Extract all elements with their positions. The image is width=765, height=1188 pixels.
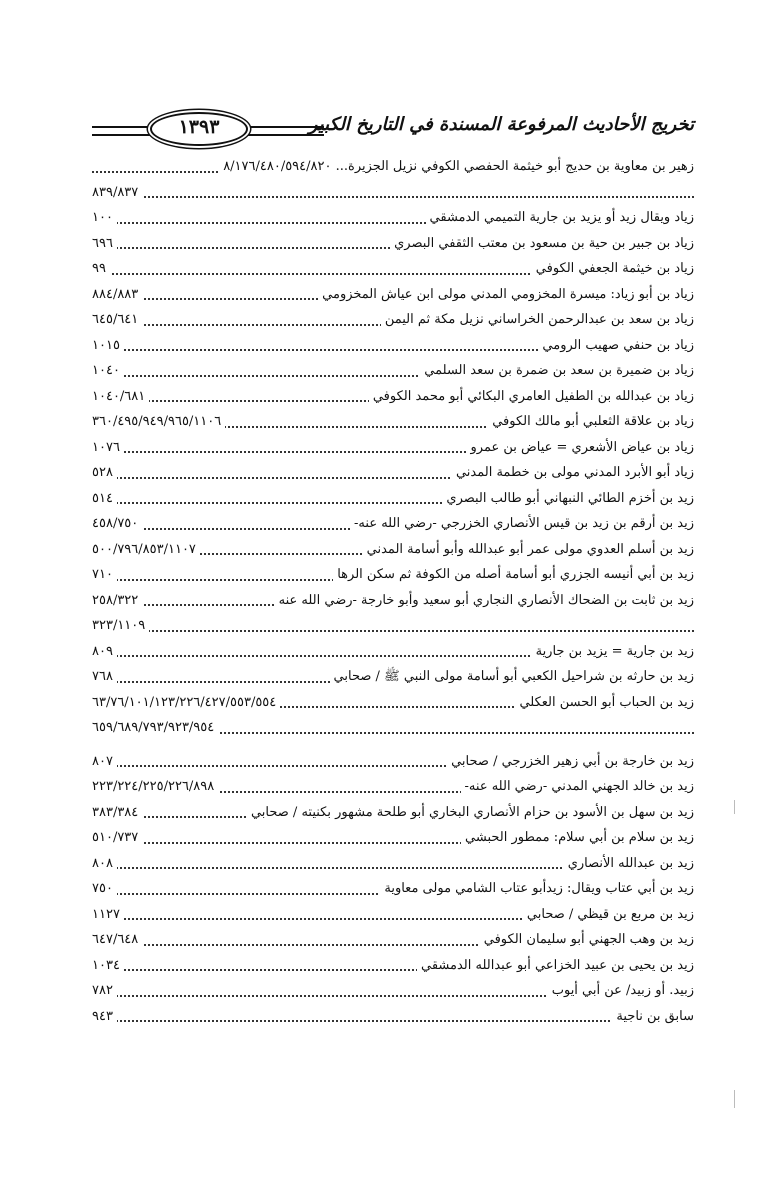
entry-refs: ٦٩٦ (92, 231, 117, 257)
entry-refs: ٥١٤ (92, 486, 117, 512)
index-entry (92, 1004, 694, 1030)
index-entry (92, 902, 694, 928)
index-entry (92, 486, 694, 512)
index-entry (92, 384, 694, 410)
index-entry (92, 307, 694, 333)
entry-refs: ٦٥٩/٦٨٩/٧٩٣/٩٢٣/٩٥٤ (92, 715, 218, 741)
entry-refs: ١٠٤٠/٦٨١ (92, 384, 149, 410)
entry-refs: ٦٣/٧٦/١٠١/١٢٣/٢٢٦/٤٢٧/٥٥٣/٥٥٤ (92, 690, 280, 716)
index-entry (92, 409, 694, 435)
index-entry (92, 664, 694, 690)
index-entry (92, 231, 694, 257)
index-entry (92, 749, 694, 775)
entry-refs: ٦٤٥/٦٤١ (92, 307, 142, 333)
index-entry (92, 800, 694, 826)
page-number-oval (150, 112, 248, 146)
index-entry (92, 825, 694, 851)
entry-refs: ١١٢٧ (92, 902, 124, 928)
entry-name: زياد بن أبو زياد: ميسرة المخزومي المدني مولى ابن عياش المخزومي (318, 282, 694, 308)
index-entry (92, 460, 694, 486)
index-entry-continuation (92, 180, 694, 206)
entry-name: زياد بن علاقة الثعلبي أبو مالك الكوفي (488, 409, 694, 435)
page-header (92, 108, 694, 148)
entry-refs: ٢٥٨/٣٢٢ (92, 588, 142, 614)
entry-name: زيد بن حارثه بن شراحيل الكعبي أبو أسامة مولى النبي ﷺ / صحابي (330, 664, 694, 690)
entry-name: زيد بن سلام بن أبي سلام: ممطور الحبشي (461, 825, 694, 851)
entry-refs: ٧٥٠ (92, 876, 117, 902)
entry-name: زياد ويقال زيد أو يزيد بن جارية التميمي الدمشقي (426, 205, 694, 231)
entry-refs: ٢٢٣/٢٢٤/٢٢٥/٢٢٦/٨٩٨ (92, 774, 218, 800)
entry-name: زياد أبو الأبرد المدني مولى بن خطمة المدني (452, 460, 694, 486)
entry-refs: ٥٢٨ (92, 460, 117, 486)
dot-leader (92, 630, 694, 632)
entry-name: زيد بن أبي عتاب ويقال: زيدأبو عتاب الشامي مولى معاوية (380, 876, 694, 902)
entry-refs: ٧١٠ (92, 562, 117, 588)
entry-refs: ١٠٠ (92, 205, 117, 231)
entry-refs: ٨٠٨ (92, 851, 117, 877)
index-entry (92, 154, 694, 180)
entry-name: زبيد. أو زبيد/ عن أبي أيوب (548, 978, 694, 1004)
entry-refs: ٧٨٢ (92, 978, 117, 1004)
entry-name: زياد بن سعد بن عبدالرحمن الخراساني نزيل مكة ثم اليمن (381, 307, 694, 333)
entry-refs: ٥١٠/٧٣٧ (92, 825, 142, 851)
index-entry (92, 690, 694, 716)
entry-name: زياد بن عياض الأشعري = عياض بن عمرو (467, 435, 694, 461)
entry-name: زيد بن أسلم العدوي مولى عمر أبو عبدالله وأبو أسامة المدني (363, 537, 694, 563)
index-entry (92, 511, 694, 537)
index-entry-continuation (92, 715, 694, 741)
entry-name: زياد بن خيثمة الجعفي الكوفي (532, 256, 694, 282)
entry-refs: ٥٠٠/٧٩٦/٨٥٣/١١٠٧ (92, 537, 200, 563)
entry-name: زيد بن جارية = يزيد بن جارية (532, 639, 694, 665)
entry-name: زيد بن عبدالله الأنصاري (564, 851, 694, 877)
index-entry-continuation (92, 613, 694, 639)
entry-name: زيد بن أخزم الطائي النبهاني أبو طالب البصري (442, 486, 694, 512)
index-entry (92, 333, 694, 359)
entry-refs: ٨٨٤/٨٨٣ (92, 282, 142, 308)
entry-refs: ٤٥٨/٧٥٠ (92, 511, 142, 537)
index-entry (92, 953, 694, 979)
entry-refs: ١٠١٥ (92, 333, 124, 359)
entry-refs: ٨٣٩/٨٣٧ (92, 180, 142, 206)
index-entry (92, 978, 694, 1004)
entry-refs: ٨٠٩ (92, 639, 117, 665)
entry-refs: ٩٩ (92, 256, 110, 282)
entry-name: زيد بن مربع بن قيظي / صحابي (523, 902, 694, 928)
index-entry (92, 256, 694, 282)
entry-name: زياد بن حنفي صهيب الرومي (538, 333, 694, 359)
entry-refs: ١٠٤٠ (92, 358, 124, 384)
index-entry (92, 435, 694, 461)
index-entry (92, 282, 694, 308)
index-entry (92, 358, 694, 384)
entry-name: زياد بن ضميرة بن سعد بن ضمرة بن سعد السلمي (420, 358, 694, 384)
entry-refs: ٣٢٣/١١٠٩ (92, 613, 149, 639)
entry-name: زيد بن أرقم بن زيد بن قيس الأنصاري الخزرجي -رضي الله عنه- (350, 511, 694, 537)
entry-refs: ٩٤٣ (92, 1004, 117, 1030)
index-entry (92, 588, 694, 614)
entry-name: زيد بن خارجة بن أبي زهير الخزرجي / صحابي (447, 749, 694, 775)
index-entry (92, 927, 694, 953)
entry-refs: ١٠٣٤ (92, 953, 124, 979)
entry-refs: ١٠٧٦ (92, 435, 124, 461)
entry-name: زيد بن خالد الجهني المدني -رضي الله عنه- (461, 774, 694, 800)
index-entry (92, 562, 694, 588)
index-entry (92, 851, 694, 877)
entry-name: زيد بن أبي أنيسه الجزري أبو أسامة أصله من الكوفة ثم سكن الرها (333, 562, 694, 588)
entry-refs: ٧٦٨ (92, 664, 117, 690)
entry-name: زهير بن معاوية بن حديج أبو خيثمة الحفصي الكوفي نزيل الجزيرة... ٨/١٧٦/٤٨٠/٥٩٤/٨٢٠ (219, 154, 694, 180)
entry-name: زيد بن ثابت بن الضحاك الأنصاري النجاري أبو سعيد وأبو خارجة -رضي الله عنه (275, 588, 694, 614)
index-entry (92, 876, 694, 902)
index-list (92, 154, 694, 1029)
index-entry (92, 205, 694, 231)
dot-leader (92, 1020, 694, 1022)
entry-name: زيد بن وهب الجهني أبو سليمان الكوفي (480, 927, 694, 953)
running-title: تخريج الأحاديث المرفوعة المسندة في التاريخ الكبير (308, 114, 694, 135)
dot-leader (92, 196, 694, 198)
margin-mark (734, 1090, 735, 1108)
entry-name: زيد بن يحيى بن عبيد الخزاعي أبو عبدالله الدمشقي (417, 953, 694, 979)
entry-refs: ٦٤٧/٦٤٨ (92, 927, 142, 953)
entry-name: زيد بن سهل بن الأسود بن حزام الأنصاري البخاري أبو طلحة مشهور بكنيته / صحابي (247, 800, 694, 826)
index-entry (92, 774, 694, 800)
entry-refs: ٣٦٠/٤٩٥/٩٤٩/٩٦٥/١١٠٦ (92, 409, 225, 435)
entry-name: سابق بن ناجية (612, 1004, 694, 1030)
index-entry (92, 639, 694, 665)
index-entry (92, 537, 694, 563)
entry-refs: ٣٨٣/٣٨٤ (92, 800, 142, 826)
entry-name: زيد بن الحباب أبو الحسن العكلي (515, 690, 694, 716)
margin-mark (734, 800, 735, 814)
entry-refs: ٨٠٧ (92, 749, 117, 775)
entry-name: زياد بن جبير بن حية بن مسعود بن معتب الثقفي البصري (390, 231, 694, 257)
page-number: ١٣٩٣ (178, 116, 220, 138)
entry-name: زياد بن عبدالله بن الطفيل العامري البكائي أبو محمد الكوفي (369, 384, 694, 410)
